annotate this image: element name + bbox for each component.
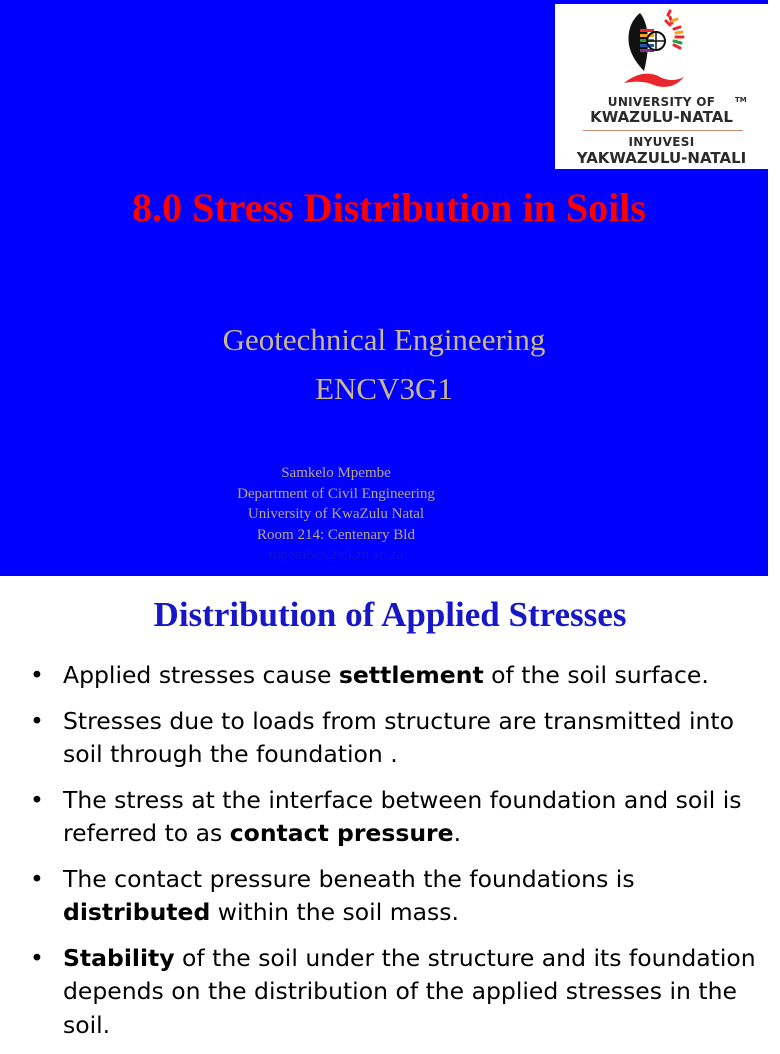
content-slide [0,576,768,1039]
bullet-item [0,863,768,930]
bullet-item [0,705,768,772]
bullet-text: The stress at the interface between foundation and soil is referred to as [63,785,742,847]
university-logo [555,4,768,169]
bullet-item [0,784,768,851]
logo-text-english-line2: KWAZULU-NATAL [590,108,733,126]
author-name: Samkelo Mpembe [281,465,391,481]
bullet-text: within the soil mass. [210,898,459,926]
course-code: ENCV3G1 [315,371,453,406]
bullet-marker: • [30,661,44,689]
author-room: Room 214: Centenary Bld [257,526,415,543]
bullet-marker: • [30,706,44,735]
logo-text-english-line1: UNIVERSITY OF [607,95,716,109]
bullet-marker: • [30,943,44,972]
course-name: Geotechnical Engineering [222,322,546,357]
bullet-text: The contact pressure beneath the foundations is [63,864,635,893]
author-university: University of KwaZulu Natal [247,506,425,522]
slide-title: 8.0 Stress Distribution in Soils [132,185,646,230]
bullet-text: Applied stresses cause [63,661,339,689]
ukzn-crest-icon [610,7,694,89]
bullet-marker: • [30,785,44,814]
logo-trademark: TM [735,96,747,104]
bullet-text: Stresses due to loads from structure are transmitted into soil through the foundation . [63,706,735,768]
logo-text-zulu-line2: YAKWAZULU-NATALI [576,149,747,167]
bullet-emphasis: distributed [63,898,211,926]
author-email-link[interactable]: mpembes@ukzn.ac.za [268,547,404,563]
slide-heading: Distribution of Applied Stresses [153,595,627,634]
bullet-emphasis: settlement [338,661,484,689]
bullet-text: . [453,819,462,847]
bullet-text: of the soil under the structure and its foundation depends on the distribution of the applied stresses in the soil. [63,943,756,1039]
author-block [0,463,672,566]
bullet-emphasis: Stability [63,943,175,972]
bullet-item [0,659,768,693]
bullet-marker: • [30,864,44,893]
logo-divider [583,130,743,131]
author-department: Department of Civil Engineering [237,485,435,502]
bullet-text: of the soil surface. [483,661,709,689]
bullet-item [0,942,768,1043]
bullet-emphasis: contact pressure [229,819,454,847]
bullet-list [0,659,768,1054]
logo-text-zulu-line1: INYUVESI [628,135,695,149]
